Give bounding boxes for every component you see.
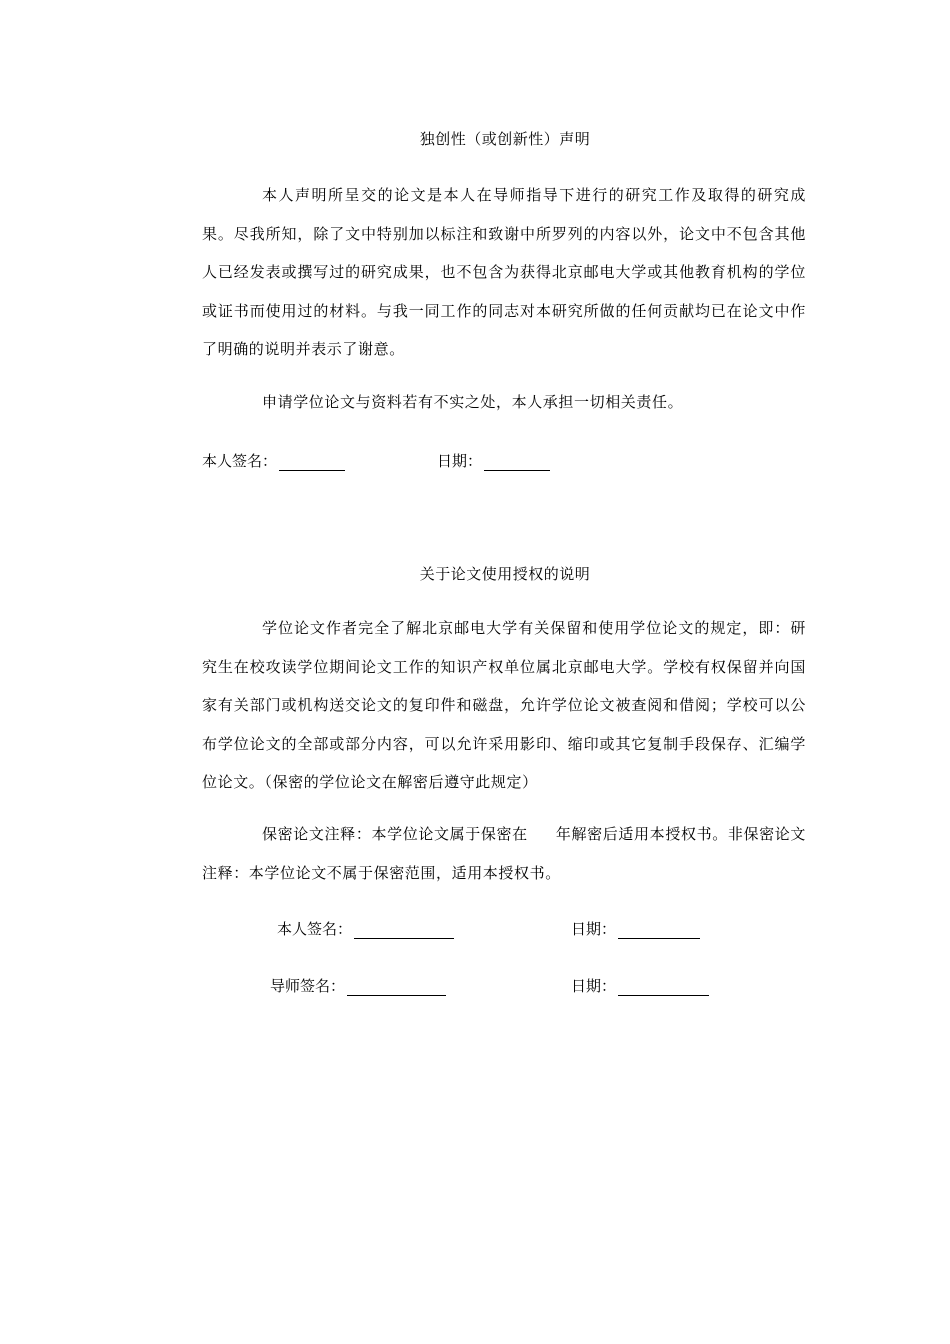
date-line	[437, 450, 550, 471]
author-date-label: 日期：	[571, 920, 617, 938]
advisor-date-label: 日期：	[571, 977, 617, 995]
author-signature-line	[277, 918, 454, 939]
signature-line	[202, 450, 345, 471]
author-date-line	[571, 918, 700, 939]
author-date-blank	[618, 924, 700, 939]
advisor-date-blank	[618, 981, 709, 996]
responsibility-paragraph: 申请学位论文与资料若有不实之处，本人承担一切相关责任。	[262, 393, 684, 411]
author-signature-blank	[354, 924, 454, 939]
confidentiality-note-part2: 年解密后适用本授权书。非保密论文注释：本学位论文不属于保密范围，适用本授权书。	[202, 825, 807, 882]
date-label: 日期：	[437, 452, 483, 470]
originality-statement-title: 独创性（或创新性）声明	[419, 130, 591, 148]
advisor-signature-line	[270, 975, 446, 996]
confidentiality-note-part1: 保密论文注释：本学位论文属于保密在	[262, 825, 528, 843]
confidentiality-note-paragraph	[202, 815, 806, 892]
originality-statement-paragraph: 本人声明所呈交的论文是本人在导师指导下进行的研究工作及取得的研究成果。尽我所知，除了文中特别加以标注和致谢中所罗列的内容以外，论文中不包含其他人已经发表或撰写过的研究成果，也不包含为获得北京邮电大学或其他教育机构的学位或证书而使用过的材料。与我一同工作的同志对本研究所做的任何贡献均已在论文中作了明确的说明并表示了谢意。	[202, 186, 806, 358]
advisor-signature-blank	[347, 981, 446, 996]
signature-blank	[279, 456, 345, 471]
authorization-title: 关于论文使用授权的说明	[419, 565, 591, 583]
advisor-date-line	[571, 975, 709, 996]
advisor-signature-label: 导师签名：	[270, 977, 346, 995]
authorization-paragraph: 学位论文作者完全了解北京邮电大学有关保留和使用学位论文的规定，即：研究生在校攻读学位期间论文工作的知识产权单位属北京邮电大学。学校有权保留并向国家有关部门或机构送交论文的复印件和磁盘，允许学位论文被查阅和借阅；学校可以公布学位论文的全部或部分内容，可以允许采用影印、缩印或其它复制手段保存、汇编学位论文。（保密的学位论文在解密后遵守此规定）	[202, 619, 806, 791]
signature-label: 本人签名：	[202, 452, 278, 470]
date-blank	[484, 456, 550, 471]
author-signature-label: 本人签名：	[277, 920, 353, 938]
